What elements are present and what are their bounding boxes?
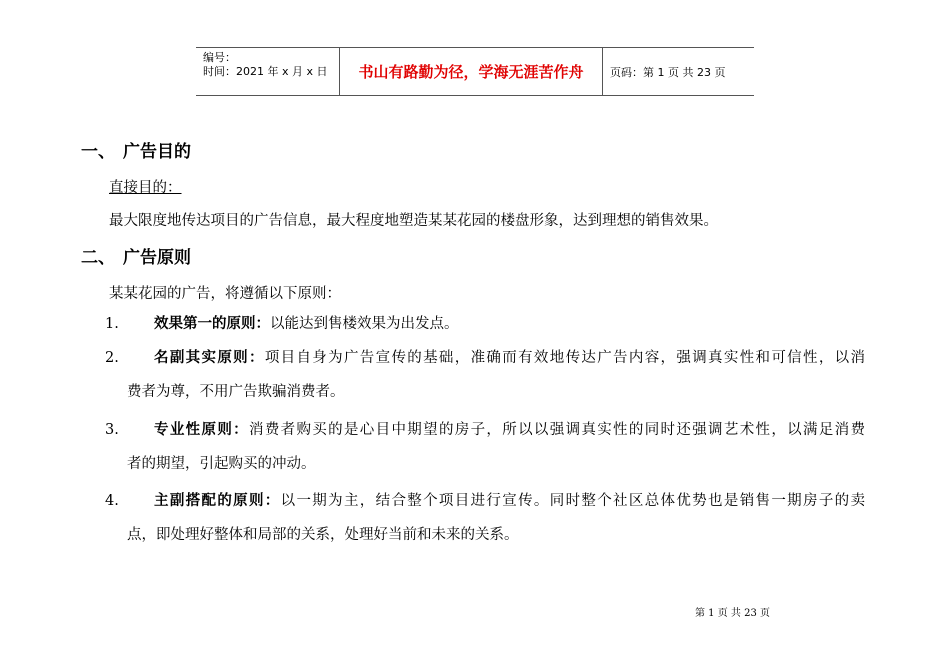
item-body: 消费者购买的是心目中期望的房子，所以以强调真实性的同时还强调艺术性，以满足消费 [248, 422, 866, 438]
item-continuation: 者的期望，引起购买的冲动。 [127, 456, 316, 472]
code-label: 编号： [203, 51, 236, 64]
item-label: 主副搭配的原则： [154, 493, 281, 509]
section-title: 广告目的 [123, 142, 191, 162]
item-text [154, 341, 865, 375]
principle-item [105, 413, 865, 481]
item-label: 专业性原则： [154, 422, 249, 438]
item-text [154, 413, 865, 447]
item-number: 3. [105, 422, 119, 438]
time-label: 时间：2021 年 x 月 x 日 [203, 65, 328, 78]
item-body: 以能达到售楼效果为出发点。 [270, 316, 459, 332]
item-text [154, 484, 865, 518]
page-header [196, 47, 754, 96]
item-number: 2. [105, 350, 119, 366]
goal-paragraph: 最大限度地传达项目的广告信息，最大程度地塑造某某花园的楼盘形象，达到理想的销售效果。 [109, 213, 718, 229]
item-label: 名副其实原则： [154, 350, 265, 366]
header-meta [196, 48, 340, 95]
item-continuation: 费者为尊，不用广告欺骗消费者。 [127, 384, 345, 400]
principle-item [105, 341, 865, 409]
item-body: 项目自身为广告宣传的基础，准确而有效地传达广告内容，强调真实性和可信性，以消 [264, 350, 866, 366]
principles-intro: 某某花园的广告，将遵循以下原则： [109, 286, 341, 302]
section-heading-2 [81, 243, 191, 268]
principle-item [105, 307, 865, 341]
item-body: 以一期为主，结合整个项目进行宣传。同时整个社区总体优势也是销售一期房子的卖 [280, 493, 866, 509]
item-label: 效果第一的原则： [154, 316, 270, 332]
section-number: 二、 [81, 248, 115, 268]
header-page-info: 页码：第 1 页 共 23 页 [610, 65, 726, 79]
section-number: 一、 [81, 142, 115, 162]
section-title: 广告原则 [123, 248, 191, 268]
item-continuation: 点，即处理好整体和局部的关系，处理好当前和未来的关系。 [127, 527, 519, 543]
item-number: 1. [105, 316, 119, 332]
section-heading-1 [81, 137, 191, 162]
sub-heading-direct-goal: 直接目的： [109, 180, 182, 196]
item-text [154, 307, 865, 341]
item-number: 4. [105, 493, 119, 509]
page-footer: 第 1 页 共 23 页 [695, 608, 770, 619]
header-motto: 书山有路勤为径，学海无涯苦作舟 [340, 48, 603, 95]
principle-item [105, 484, 865, 552]
